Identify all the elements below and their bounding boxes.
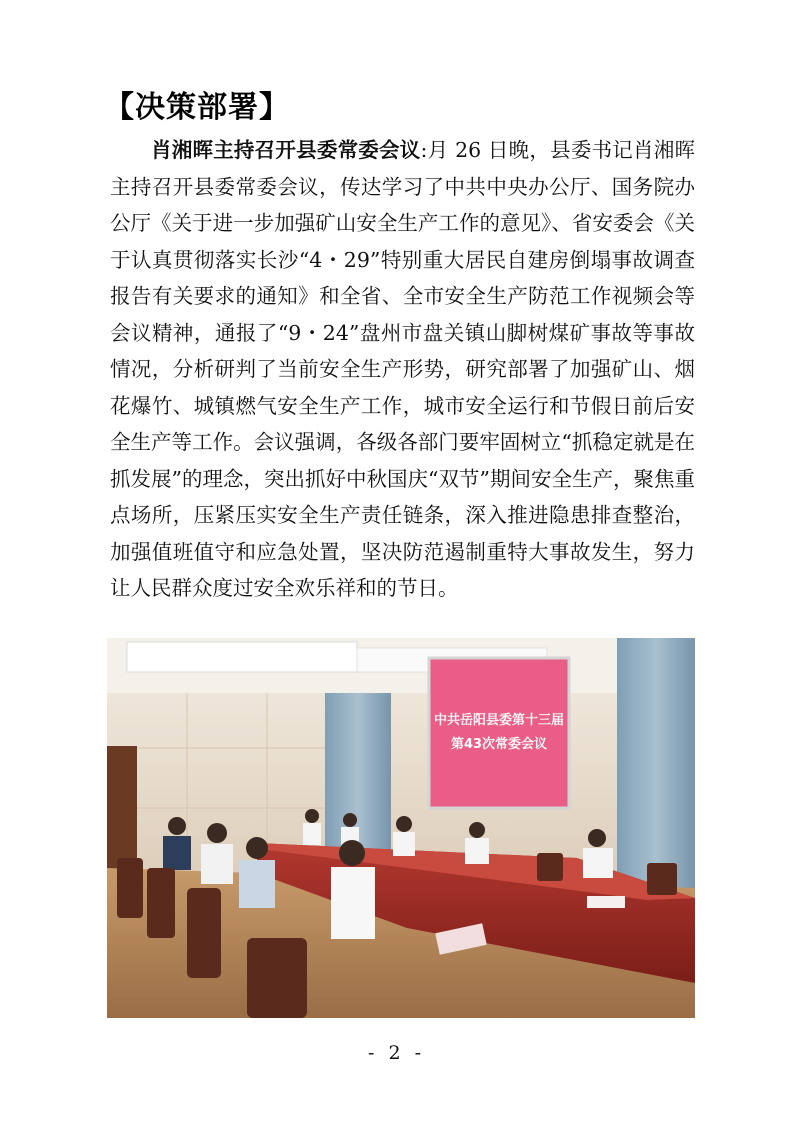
page-number: - 2 - bbox=[367, 1042, 425, 1064]
article-body: :月 26 日晚，县委书记肖湘晖主持召开县委常委会议，传达学习了中共中央办公厅、国务院办公厅《关于进一步加强矿山安全生产工作的意见》、省安委会《关于认真贯彻落实长沙“4・29”特别重大居民自建房倒塌事故调查报告有关要求的通知》和全省、全市安全生产防范工作视频会等会议精神，通报了“9・24”盘州市盘关镇山脚树煤矿事故等事故情况，分析研判了当前安全生产形势，研究部署了加强矿山、烟花爆竹、城镇燃气安全生产工作，城市安全运行和节假日前后安全生产等工作。会议强调，各级各部门要牢固树立“抓稳定就是在抓发展”的理念，突出抓好中秋国庆“双节”期间安全生产，聚焦重点场所，压紧压实安全生产责任链条，深入推进隐患排查整治，加强值班值守和应急处置，坚决防范遏制重特大事故发生，努力让人民群众度过安全欢乐祥和的节日。 bbox=[110, 138, 695, 600]
section-title: 【决策部署】 bbox=[104, 90, 290, 125]
meeting-photo bbox=[107, 638, 695, 1018]
article-lead: 肖湘晖主持召开县委常委会议 bbox=[151, 138, 421, 162]
screen-line2: 第43次常委会议 bbox=[450, 737, 548, 752]
screen-line1: 中共岳阳县委第十三届 bbox=[433, 713, 565, 728]
article-paragraph bbox=[110, 132, 695, 607]
